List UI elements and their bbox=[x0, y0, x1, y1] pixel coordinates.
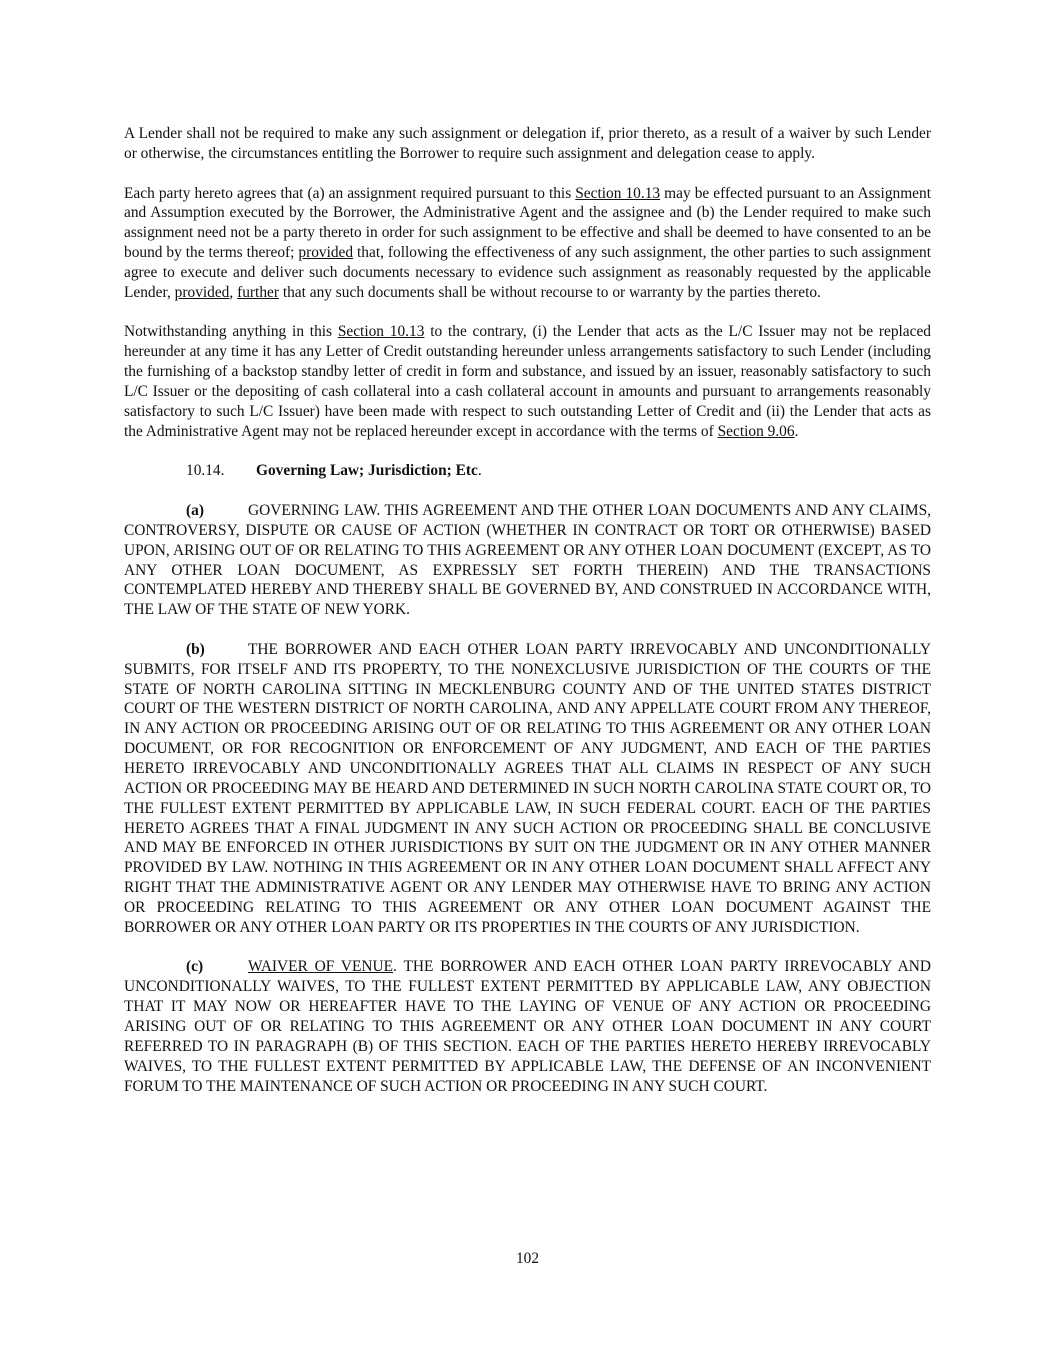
subsection-text: GOVERNING LAW. THIS AGREEMENT AND THE OTHER LOAN DOCUMENTS AND ANY CLAIMS, CONTROVERSY, DISPUTE OR CAUSE OF ACTION (WHETHER IN CONTRACT OR TORT OR OTHERWISE) BASED UPON, ARISING OUT OF OR RELATING TO THIS AGREEMENT OR ANY OTHER LOAN DOCUMENT (EXCEPT, AS TO ANY OTHER LOAN DOCUMENT, AS EXPRESSLY SET FORTH THEREIN) AND THE TRANSACTIONS CONTEMPLATED HEREBY AND THEREBY SHALL BE GOVERNED BY, AND CONSTRUED IN ACCORDANCE WITH, THE LAW OF THE STATE OF NEW YORK. bbox=[124, 502, 931, 619]
paragraph-text: may be effected pursuant to an Assignment and Assumption executed by the Borrower, the Administrative Agent and the assignee and (b) the Lender required to make such assignment need not be a party thereto in order for such assignment to be effective and shall be deemed to have consented to an be bound by the terms thereof; bbox=[124, 184, 931, 262]
section-title-period: . bbox=[477, 462, 482, 480]
section-heading bbox=[124, 461, 931, 481]
document-page bbox=[124, 124, 931, 1116]
paragraph-assignment-waiver bbox=[124, 124, 931, 164]
section-title: Governing Law; Jurisdiction; Etc bbox=[256, 462, 478, 480]
provided-term: provided bbox=[174, 283, 230, 301]
subsection-a-governing-law bbox=[124, 501, 931, 620]
section-reference-link: Section 9.06 bbox=[717, 422, 795, 440]
subsection-label: (b) bbox=[186, 640, 205, 658]
page-number: 102 bbox=[515, 1250, 540, 1267]
paragraph-assignment-effect bbox=[124, 184, 931, 303]
paragraph-text: that any such documents shall be without recourse to or warranty by the parties thereto. bbox=[278, 283, 821, 301]
section-reference-link: Section 10.13 bbox=[337, 323, 425, 341]
paragraph-lc-issuer bbox=[124, 322, 931, 441]
subsection-label: (c) bbox=[186, 958, 204, 976]
paragraph-text: that, following the effectiveness of any such assignment, the other parties to such assignment agree to execute and deliver such documents necessary to evidence such assignment as reasonably requested by the applicable Lender, bbox=[124, 244, 931, 301]
subsection-c-waiver-of-venue bbox=[124, 957, 931, 1096]
paragraph-text: A Lender shall not be required to make any such assignment or delegation if, prior thereto, as a result of a waiver by such Lender or otherwise, the circumstances entitling the Borrower to require such assignment and delegation cease to apply. bbox=[124, 125, 931, 162]
punctuation: , bbox=[229, 283, 238, 301]
subsection-heading: WAIVER OF VENUE bbox=[248, 958, 394, 976]
subsection-label: (a) bbox=[186, 502, 204, 520]
section-number: 10.14. bbox=[186, 462, 225, 480]
subsection-text: . THE BORROWER AND EACH OTHER LOAN PARTY IRREVOCABLY AND UNCONDITIONALLY WAIVES, TO THE FULLEST EXTENT PERMITTED BY APPLICABLE LAW, ANY OBJECTION THAT IT MAY NOW OR HEREAFTER HAVE TO THE LAYING OF VENUE OF ANY ACTION OR PROCEEDING ARISING OUT OF OR RELATING TO THIS AGREEMENT OR ANY OTHER LOAN DOCUMENT IN ANY COURT REFERRED TO IN PARAGRAPH (B) OF THIS SECTION. EACH OF THE PARTIES HERETO HEREBY IRREVOCABLY WAIVES, TO THE FULLEST EXTENT PERMITTED BY APPLICABLE LAW, THE DEFENSE OF AN INCONVENIENT FORUM TO THE MAINTENANCE OF SUCH ACTION OR PROCEEDING IN ANY SUCH COURT. bbox=[124, 958, 932, 1095]
subsection-b-jurisdiction bbox=[124, 640, 931, 938]
provided-term: provided bbox=[298, 244, 354, 262]
paragraph-text: to the contrary, (i) the Lender that acts as the L/C Issuer may not be replaced hereunder at any time it has any Letter of Credit outstanding hereunder unless arrangements satisfactory to such Lender (including the furnishing of a backstop standby letter of credit in form and substance, and issued by an issuer, reasonably satisfactory to such L/C Issuer or the depositing of cash collateral into a cash collateral account in amounts and pursuant to arrangements reasonably satisfactory to such L/C Issuer) have been made with respect to such outstanding Letter of Credit and (ii) the Lender that acts as the Administrative Agent may not be replaced hereunder except in accordance with the terms of bbox=[124, 323, 931, 440]
punctuation: . bbox=[794, 422, 799, 440]
section-reference-link: Section 10.13 bbox=[575, 184, 661, 202]
further-term: further bbox=[237, 283, 279, 301]
paragraph-text: Each party hereto agrees that (a) an assignment required pursuant to this bbox=[124, 184, 576, 202]
paragraph-text: Notwithstanding anything in this bbox=[124, 323, 338, 341]
subsection-text: THE BORROWER AND EACH OTHER LOAN PARTY IRREVOCABLY AND UNCONDITIONALLY SUBMITS, FOR ITSELF AND ITS PROPERTY, TO THE NONEXCLUSIVE JURISDICTION OF THE COURTS OF THE STATE OF NORTH CAROLINA SITTING IN MECKLENBURG COUNTY AND OF THE UNITED STATES DISTRICT COURT OF THE WESTERN DISTRICT OF NORTH CAROLINA, AND ANY APPELLATE COURT FROM ANY THEREOF, IN ANY ACTION OR PROCEEDING ARISING OUT OF OR RELATING TO THIS AGREEMENT OR ANY OTHER LOAN DOCUMENT, OR FOR RECOGNITION OR ENFORCEMENT OF ANY JUDGMENT, AND EACH OF THE PARTIES HERETO IRREVOCABLY AND UNCONDITIONALLY AGREES THAT ALL CLAIMS IN RESPECT OF ANY SUCH ACTION OR PROCEEDING MAY BE HEARD AND DETERMINED IN SUCH NORTH CAROLINA STATE COURT OR, TO THE FULLEST EXTENT PERMITTED BY APPLICABLE LAW, IN SUCH FEDERAL COURT. EACH OF THE PARTIES HERETO AGREES THAT A FINAL JUDGMENT IN ANY SUCH ACTION OR PROCEEDING SHALL BE CONCLUSIVE AND MAY BE ENFORCED IN OTHER JURISDICTIONS BY SUIT ON THE JUDGMENT OR IN ANY OTHER MANNER PROVIDED BY LAW. NOTHING IN THIS AGREEMENT OR IN ANY OTHER LOAN DOCUMENT SHALL AFFECT ANY RIGHT THAT THE ADMINISTRATIVE AGENT OR ANY LENDER MAY OTHERWISE HAVE TO BRING ANY ACTION OR PROCEEDING RELATING TO THIS AGREEMENT OR ANY OTHER LOAN DOCUMENT AGAINST THE BORROWER OR ANY OTHER LOAN PARTY OR ITS PROPERTIES IN THE COURTS OF ANY JURISDICTION. bbox=[124, 640, 931, 936]
